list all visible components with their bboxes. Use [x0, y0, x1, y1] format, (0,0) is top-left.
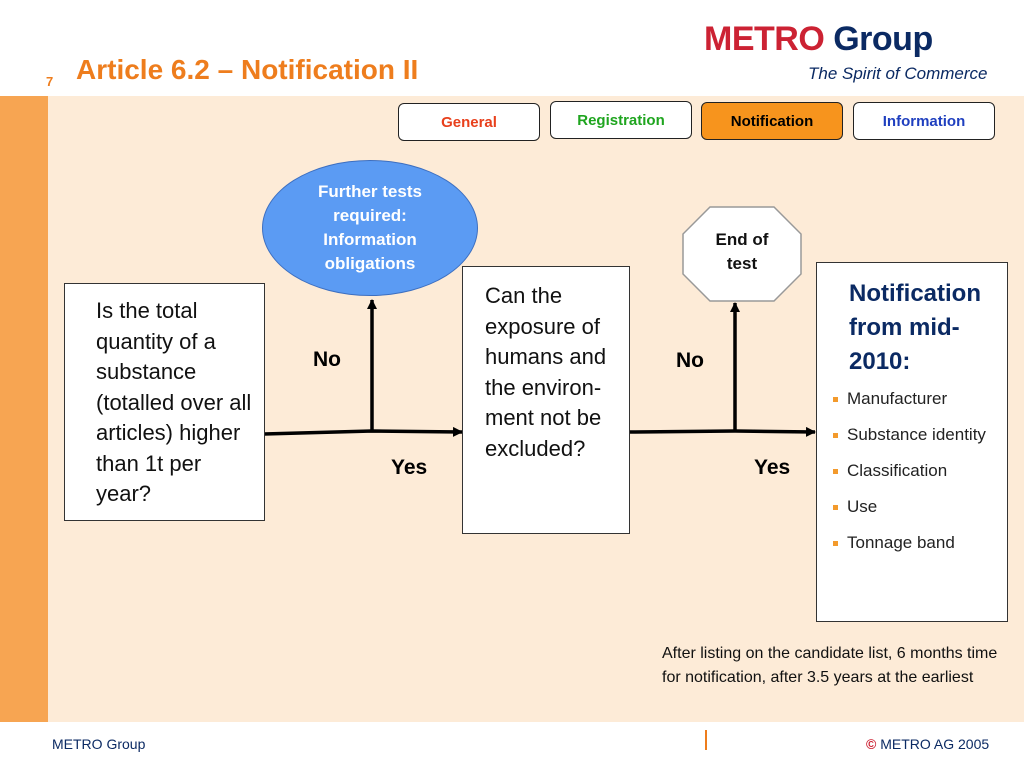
list-item: Substance identity	[827, 423, 1003, 447]
tab-registration[interactable]: Registration	[550, 101, 692, 139]
question-exposure-text: Can the exposure of humans and the environ-ment not be excluded?	[485, 283, 607, 461]
tab-information[interactable]: Information	[853, 102, 995, 140]
list-item: Tonnage band	[827, 531, 1003, 555]
footer-copyright	[866, 736, 989, 752]
footer-company: METRO Group	[52, 736, 146, 752]
candidate-list-note: After listing on the candidate list, 6 months time for notification, after 3.5 years at the earliest	[662, 645, 998, 686]
slide-number: 7	[46, 74, 54, 89]
question-box-exposure	[462, 266, 630, 534]
page-title: Article 6.2 – Notification II	[76, 54, 419, 85]
yes-label-2: Yes	[754, 456, 791, 479]
logo-group-text: Group	[824, 20, 933, 58]
copyright-icon: ©	[866, 736, 877, 752]
question-quantity-text: Is the total quantity of a substance (totalled over all articles) higher than 1t per year?	[96, 298, 252, 506]
no-label-1: No	[313, 348, 341, 371]
list-item: Manufacturer	[827, 387, 1003, 411]
end-of-test-text: End of test	[715, 230, 769, 273]
notification-box	[816, 262, 1008, 622]
tab-general[interactable]: General	[398, 103, 540, 141]
footer-divider	[705, 730, 707, 750]
tagline: The Spirit of Commerce	[808, 64, 988, 83]
notification-items-list	[827, 387, 1003, 555]
further-tests-text: Further tests required: Information obligations	[318, 182, 422, 273]
no-label-2: No	[676, 349, 704, 372]
question-box-quantity	[64, 283, 265, 521]
yes-label-1: Yes	[391, 456, 428, 479]
further-tests-ellipse	[262, 160, 478, 296]
logo-metro-text: METRO	[704, 20, 825, 58]
arrow-q1-to-q2	[264, 431, 462, 434]
notification-heading: Notification from mid-2010:	[849, 280, 981, 375]
list-item: Classification	[827, 459, 1003, 483]
footer-copyright-text: METRO AG 2005	[876, 736, 990, 752]
list-item: Use	[827, 495, 1003, 519]
tab-notification[interactable]: Notification	[701, 102, 843, 140]
arrow-q2-to-notification	[630, 431, 815, 432]
